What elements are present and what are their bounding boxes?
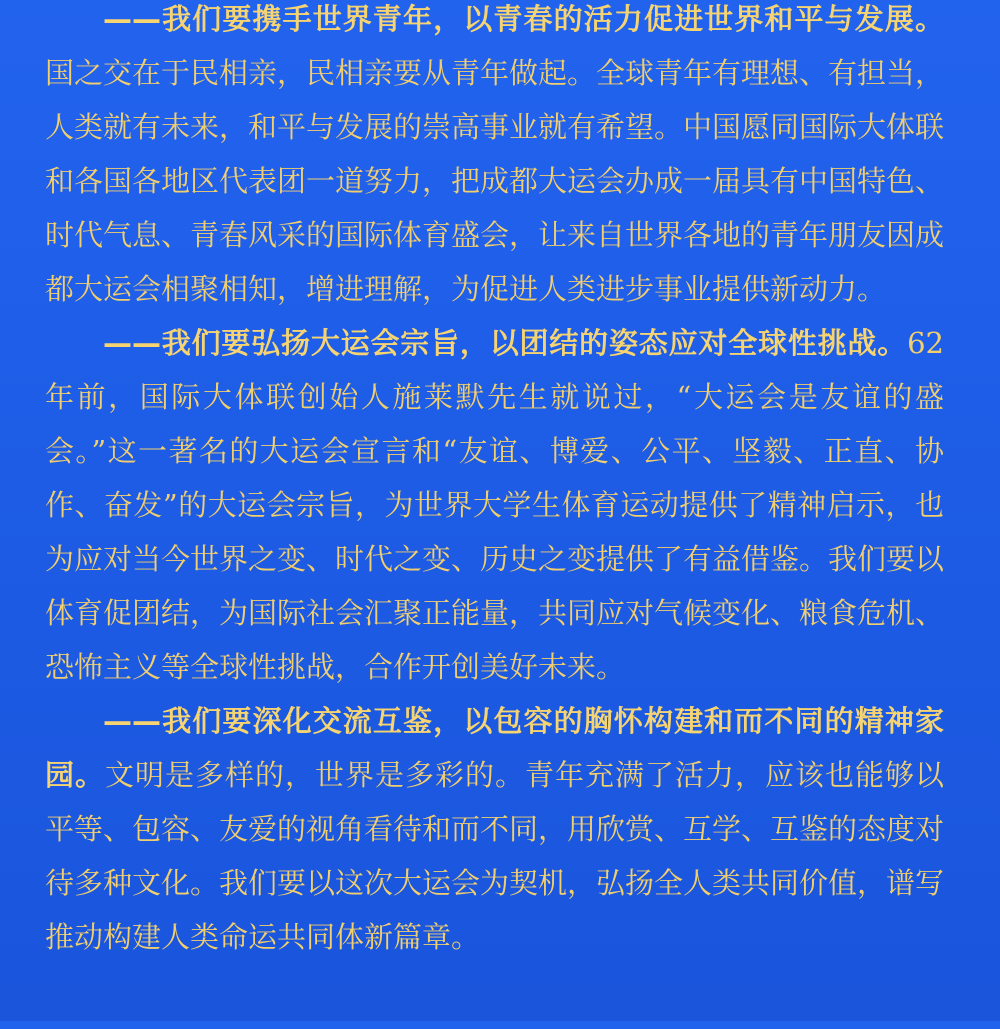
paragraph-lead: ——我们要弘扬大运会宗旨，以团结的姿态应对全球性挑战。 xyxy=(103,326,908,360)
paragraph-body: 62年前，国际大体联创始人施莱默先生就说过，“大运会是友谊的盛会。”这一著名的大运会宣言和“友谊、博爱、公平、坚毅、正直、协作、奋发”的大运会宗旨，为世界大学生体育运动提供了精神启示，也为应对当今世界之变、时代之变、历史之变提供了有益借鉴。我们要以体育促团结，为国际社会汇聚正能量，共同应对气候变化、粮食危机、恐怖主义等全球性挑战，合作开创美好未来。 xyxy=(45,326,945,684)
paragraph-lead: ——我们要携手世界青年，以青春的活力促进世界和平与发展。 xyxy=(103,2,944,36)
paragraph-lead: ——我们要深化交流互鉴，以包容的胸怀构建和而不同的精神家园。 xyxy=(45,704,944,792)
paragraph-body: 文明是多样的，世界是多彩的。青年充满了活力，应该也能够以平等、包容、友爱的视角看待和而不同，用欣赏、互学、互鉴的态度对待多种文化。我们要以这次大运会为契机，弘扬全人类共同价值，谱写推动构建人类命运共同体新篇章。 xyxy=(45,758,945,954)
paragraph-body: 国之交在于民相亲，民相亲要从青年做起。全球青年有理想、有担当，人类就有未来，和平与发展的崇高事业就有希望。中国愿同国际大体联和各国各地区代表团一道努力，把成都大运会办成一届具有中国特色、时代气息、青春风采的国际体育盛会，让来自世界各地的青年朋友因成都大运会相聚相知，增进理解，为促进人类进步事业提供新动力。 xyxy=(45,56,945,306)
paragraph-universiade-tenet xyxy=(45,316,944,694)
paragraph-youth-peace xyxy=(45,0,944,316)
paragraph-exchange-mutual-learning xyxy=(45,694,944,964)
